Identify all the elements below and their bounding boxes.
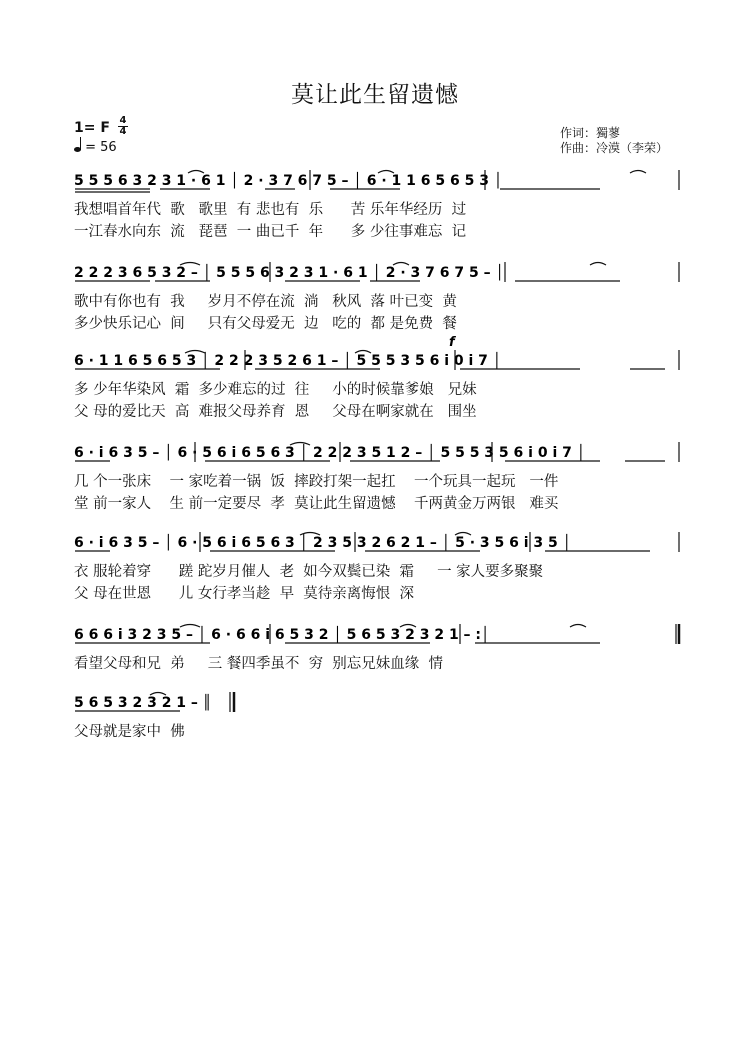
tempo-value: = 56: [85, 140, 117, 155]
song-title: 莫让此生留遗憾: [291, 82, 459, 108]
notation-line: [0, 688, 750, 716]
note-row: 6 · i 6 3 5 – │ 6 · 5 6 i 6 5 6 3 │ 2 3 5 3 2 6 2 1 – │ 5 · 3 5 6 i 3 5 │: [74, 535, 572, 551]
tempo-marking: [74, 140, 117, 155]
score-system-4: [0, 438, 750, 510]
lyrics-verse-1: 父母就是家中 佛: [74, 724, 185, 740]
score-system-7: [0, 688, 750, 760]
time-signature-bottom: 4: [119, 126, 127, 137]
key-signature: 1= F: [74, 120, 110, 136]
lyrics-verse-1: 衣 服轮着穿 蹉 跎岁月催人 老 如今双鬓已染 霜 一 家人要多聚聚: [74, 564, 544, 580]
score-system-1: [0, 166, 750, 238]
notation-line: [0, 335, 750, 374]
quarter-note-icon: [74, 147, 81, 152]
time-signature-top: 4: [119, 115, 127, 126]
lyrics-verse-1: 几 个一张床 一 家吃着一锅 饭 摔跤打架一起扛 一个玩具一起玩 一件: [74, 474, 559, 490]
lyrics-verse-2: 多少快乐记心 间 只有父母爱无 边 吃的 都 是免费 餐: [74, 316, 457, 332]
notation-line: [0, 438, 750, 466]
notation-line: [0, 620, 750, 648]
note-row: 5 6 5 3 2 3 2 1 – ║: [74, 695, 212, 711]
score-system-3: [0, 335, 750, 420]
lyricist-credit: 作词：獨蓼: [560, 126, 621, 140]
time-signature: [117, 116, 129, 137]
note-row: 2 2 2 3 6 5 3 2 – │ 5 5 5 6 3 2 3 1 · 6 1 │ 2 · 3 7 6 7 5 – │: [74, 265, 504, 281]
lyrics-verse-1: 我想唱首年代 歌 歌里 有 悲也有 乐 苦 乐年华经历 过: [74, 202, 467, 218]
notation-line: [0, 528, 750, 556]
dynamic-forte: f: [449, 335, 455, 350]
note-row: 6 6 6 i 3 2 3 5 – │ 6 · 6 6 i 6 5 3 2 │ 5 6 5 3 2 3 2 1 – :│: [74, 627, 490, 643]
score-system-5: [0, 528, 750, 600]
notation-line: [0, 166, 750, 194]
lyrics-verse-1: 多 少年华染风 霜 多少难忘的过 往 小的时候靠爹娘 兄妹: [74, 382, 477, 398]
lyrics-verse-2: 父 母在世恩 儿 女行孝当趁 早 莫待亲离悔恨 深: [74, 586, 415, 602]
note-row: 6 · 1 1 6 5 6 5 3 │ 2 2 2 3 5 2 6 1 – │ 5 5 5 3 5 6 i 0 i 7 │: [74, 353, 502, 369]
lyrics-verse-2: 父 母的爱比天 高 难报父母养育 恩 父母在啊家就在 围坐: [74, 404, 477, 420]
lyrics-verse-1: 看望父母和兄 弟 三 餐四季虽不 穷 别忘兄妹血缘 情: [74, 656, 444, 672]
lyrics-verse-2: 一江春水向东 流 琵琶 一 曲已千 年 多 少往事难忘 记: [74, 224, 467, 240]
score-system-6: [0, 620, 750, 692]
composer-credit: 作曲：冷漠（李荣）: [560, 141, 669, 155]
note-row: 6 · i 6 3 5 – │ 6 · 5 6 i 6 5 6 3 │ 2 2 2 3 5 1 2 – │ 5 5 5 3 5 6 i 0 i 7 │: [74, 445, 586, 461]
score-system-2: [0, 258, 750, 330]
lyrics-verse-2: 堂 前一家人 生 前一定要尽 孝 莫让此生留遗憾 千两黄金万两银 难买: [74, 496, 559, 512]
lyrics-verse-1: 歌中有你也有 我 岁月不停在流 淌 秋风 落 叶已变 黄: [74, 294, 457, 310]
note-row: 5 5 5 6 3 2 3 1 · 6 1 │ 2 · 3 7 6 7 5 – │ 6 · 1 1 6 5 6 5 3 │: [74, 173, 503, 189]
notation-line: [0, 258, 750, 286]
